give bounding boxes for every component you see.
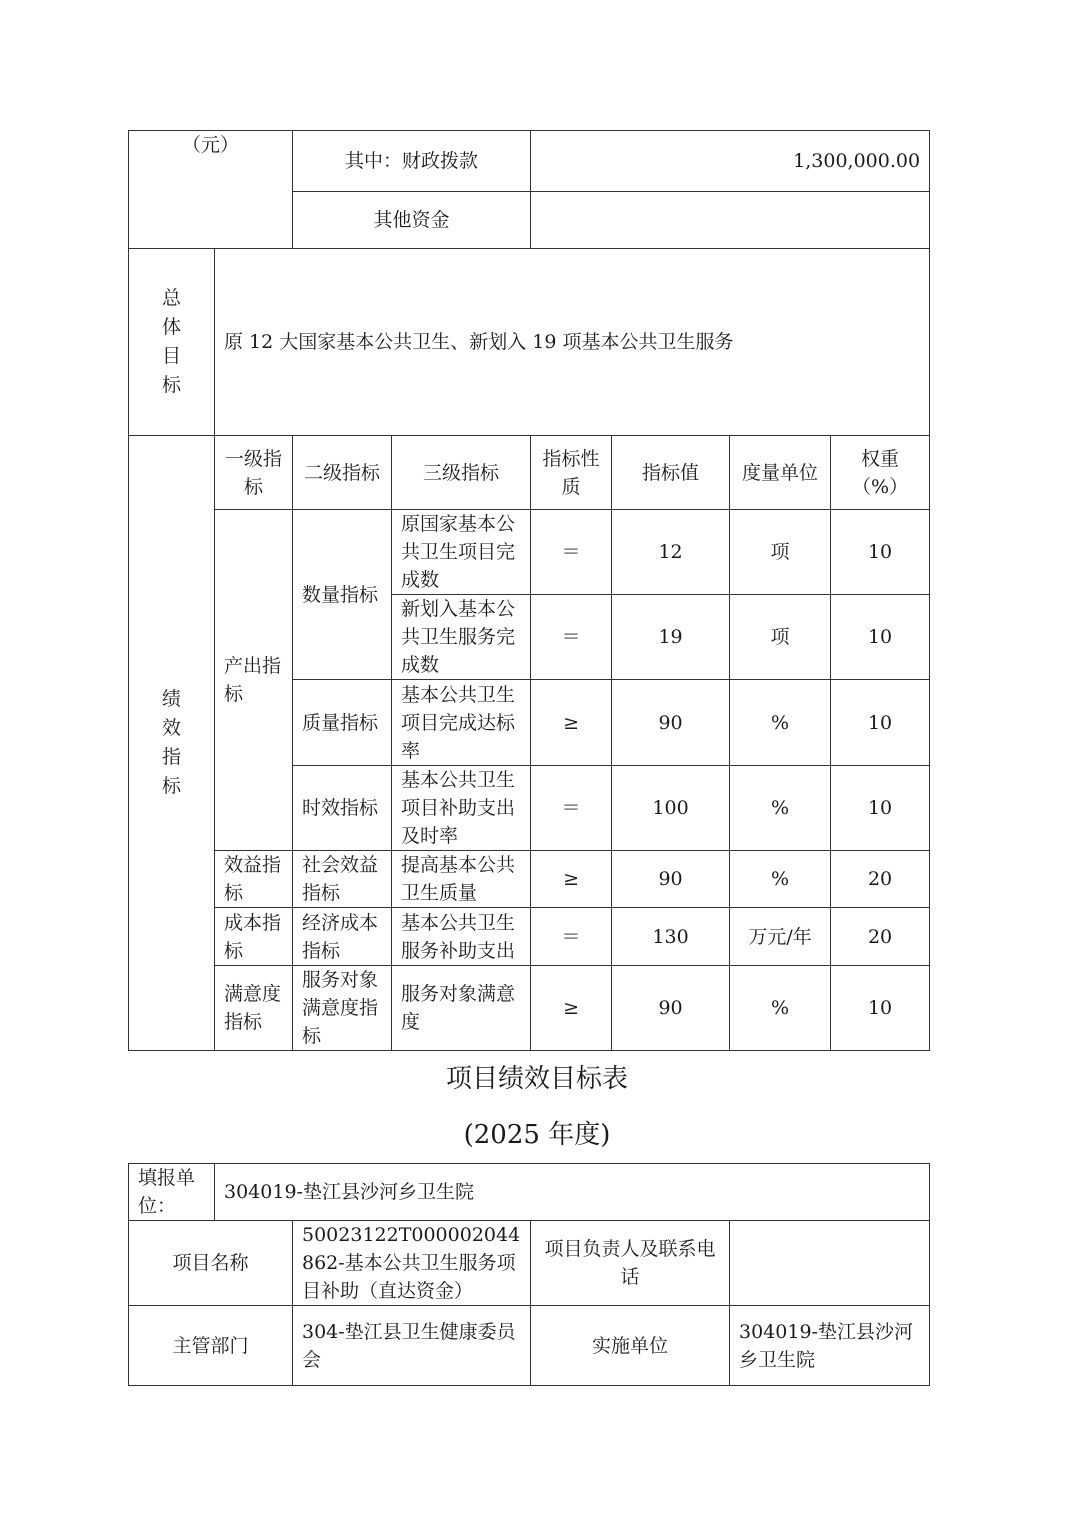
row-weight: 10 — [831, 680, 930, 766]
other-funds-label: 其他资金 — [293, 192, 531, 249]
table-row — [129, 966, 930, 1051]
row-indicator: 基本公共卫生项目完成达标率 — [392, 680, 531, 766]
supervising-dept-value: 304-垫江县卫生健康委员会 — [293, 1306, 531, 1386]
header-level1: 一级指标 — [215, 436, 293, 510]
row-weight: 10 — [831, 766, 930, 851]
header-level3: 三级指标 — [392, 436, 531, 510]
row-indicator: 基本公共卫生项目补助支出及时率 — [392, 766, 531, 851]
page-title: 项目绩效目标表 — [445, 1064, 628, 1094]
level2-quality: 质量指标 — [293, 680, 392, 766]
row-nature: ≥ — [531, 851, 612, 908]
row-indicator: 提高基本公共卫生质量 — [392, 851, 531, 908]
level2-economic: 经济成本指标 — [293, 908, 392, 966]
row-weight: 10 — [831, 595, 930, 680]
filler-unit-value: 304019-垫江县沙河乡卫生院 — [215, 1164, 930, 1221]
project-contact-value — [730, 1221, 930, 1306]
level1-benefit: 效益指标 — [215, 851, 293, 908]
supervising-dept-label: 主管部门 — [129, 1306, 293, 1386]
level2-service: 服务对象满意度指标 — [293, 966, 392, 1051]
table-row — [129, 851, 930, 908]
row-unit: % — [730, 766, 831, 851]
implementing-unit-label: 实施单位 — [531, 1306, 730, 1386]
level1-output: 产出指标 — [215, 510, 293, 851]
project-name-label: 项目名称 — [129, 1221, 293, 1306]
funding-unit-label: （元） — [129, 131, 293, 249]
table-row — [129, 908, 930, 966]
row-weight: 20 — [831, 851, 930, 908]
funding-performance-table — [128, 130, 930, 1051]
table-row — [129, 510, 930, 595]
row-nature: ＝ — [531, 595, 612, 680]
row-nature: ＝ — [531, 766, 612, 851]
row-indicator: 新划入基本公共卫生服务完成数 — [392, 595, 531, 680]
row-unit: % — [730, 680, 831, 766]
row-indicator: 服务对象满意度 — [392, 966, 531, 1051]
level1-satisfaction: 满意度指标 — [215, 966, 293, 1051]
level2-timeliness: 时效指标 — [293, 766, 392, 851]
overall-goal-text: 原 12 大国家基本公共卫生、新划入 19 项基本公共卫生服务 — [215, 249, 930, 436]
row-weight: 20 — [831, 908, 930, 966]
level1-cost: 成本指标 — [215, 908, 293, 966]
row-value: 19 — [612, 595, 730, 680]
fiscal-appropriation-value: 1,300,000.00 — [531, 131, 930, 192]
header-level2: 二级指标 — [293, 436, 392, 510]
row-unit: 项 — [730, 595, 831, 680]
row-unit: 项 — [730, 510, 831, 595]
row-nature: ≥ — [531, 966, 612, 1051]
other-funds-value — [531, 192, 930, 249]
overall-goal-label: 总 体 目 标 — [129, 249, 215, 436]
page-subtitle-year: (2025 年度) — [463, 1120, 611, 1150]
row-indicator: 原国家基本公共卫生项目完成数 — [392, 510, 531, 595]
row-value: 90 — [612, 851, 730, 908]
row-value: 130 — [612, 908, 730, 966]
row-value: 12 — [612, 510, 730, 595]
header-nature: 指标性质 — [531, 436, 612, 510]
row-weight: 10 — [831, 966, 930, 1051]
row-value: 90 — [612, 966, 730, 1051]
filler-unit-label: 填报单位： — [129, 1164, 215, 1221]
project-name-value: 50023122T000002044862-基本公共卫生服务项目补助（直达资金） — [293, 1221, 531, 1306]
row-unit: 万元/年 — [730, 908, 831, 966]
header-value: 指标值 — [612, 436, 730, 510]
project-info-table — [128, 1163, 930, 1386]
level2-social: 社会效益指标 — [293, 851, 392, 908]
implementing-unit-value: 304019-垫江县沙河乡卫生院 — [730, 1306, 930, 1386]
row-value: 90 — [612, 680, 730, 766]
performance-indicator-label: 绩 效 指 标 — [129, 436, 215, 1051]
row-unit: % — [730, 966, 831, 1051]
row-nature: ≥ — [531, 680, 612, 766]
row-value: 100 — [612, 766, 730, 851]
project-contact-label: 项目负责人及联系电话 — [531, 1221, 730, 1306]
fiscal-appropriation-label: 其中：财政拨款 — [293, 131, 531, 192]
row-weight: 10 — [831, 510, 930, 595]
header-weight: 权重（%） — [831, 436, 930, 510]
row-indicator: 基本公共卫生服务补助支出 — [392, 908, 531, 966]
level2-quantity: 数量指标 — [293, 510, 392, 680]
row-nature: ＝ — [531, 510, 612, 595]
row-nature: ＝ — [531, 908, 612, 966]
row-unit: % — [730, 851, 831, 908]
header-unit: 度量单位 — [730, 436, 831, 510]
